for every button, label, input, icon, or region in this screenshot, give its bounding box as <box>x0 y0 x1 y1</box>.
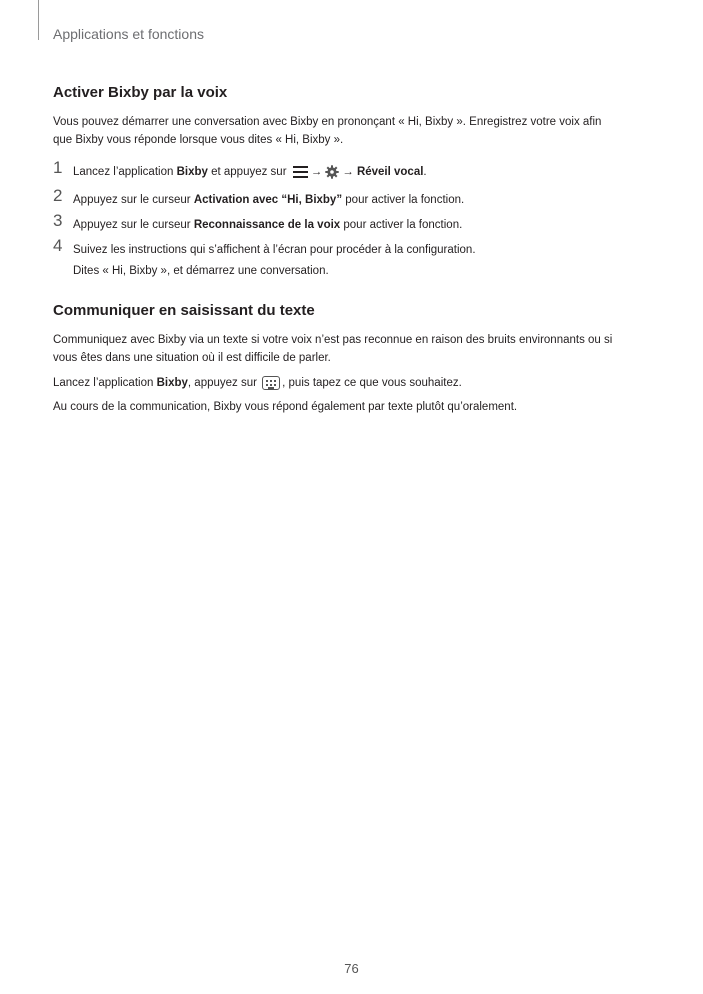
text-section-title: Communiquer en saisissant du texte <box>53 302 315 319</box>
step-1-number: 1 <box>53 158 63 177</box>
step-2-pre: Appuyez sur le curseur <box>73 194 194 206</box>
voice-intro-line2: que Bixby vous réponde lorsque vous dites « Hi, Bixby ». <box>53 134 344 146</box>
text-instruction-pre: Lancez l’application <box>53 377 157 389</box>
step-4-line2: Dites « Hi, Bixby », et démarrez une conversation. <box>73 265 329 277</box>
page-edge-line <box>38 0 39 40</box>
keyboard-icon <box>262 376 280 390</box>
text-note: Au cours de la communication, Bixby vous répond également par texte plutôt qu’oralement. <box>53 401 518 413</box>
text-intro <box>53 331 651 367</box>
step-1-end: . <box>423 166 427 178</box>
step-1-option: Réveil vocal <box>356 166 424 178</box>
voice-section-title: Activer Bixby par la voix <box>53 84 228 101</box>
text-intro-line1: Communiquez avec Bixby via un texte si votre voix n’est pas reconnue en raison des bruits environnants ou si <box>53 334 613 346</box>
step-1-arrow2: → <box>342 166 357 178</box>
page-number: 76 <box>344 961 359 976</box>
voice-intro <box>53 113 651 149</box>
step-2-text <box>73 191 651 209</box>
step-1-app-name: Bixby <box>176 166 208 178</box>
step-4-number: 4 <box>53 236 63 255</box>
step-2-slider-name: Activation avec “Hi, Bixby” <box>193 194 343 206</box>
step-2-post: pour activer la fonction. <box>342 194 465 206</box>
section-header: Applications et fonctions <box>53 26 204 42</box>
step-4-line1: Suivez les instructions qui s’affichent à l’écran pour procéder à la configuration. <box>73 244 476 256</box>
step-3-pre: Appuyez sur le curseur <box>73 219 194 231</box>
step-2-number: 2 <box>53 186 63 205</box>
gear-icon <box>325 165 339 179</box>
step-1-pre: Lancez l’application <box>73 166 177 178</box>
menu-icon <box>293 166 308 178</box>
text-intro-line2: vous êtes dans une situation où il est difficile de parler. <box>53 352 331 364</box>
text-instruction-mid: , appuyez sur <box>187 377 261 389</box>
step-1-arrow1: → <box>310 166 323 178</box>
voice-intro-line1: Vous pouvez démarrer une conversation avec Bixby en prononçant « Hi, Bixby ». Enregistrez votre voix afin <box>53 116 602 128</box>
text-instruction-app-name: Bixby <box>156 377 188 389</box>
step-3-number: 3 <box>53 211 63 230</box>
step-3-text <box>73 216 651 234</box>
step-1-mid: et appuyez sur <box>207 166 290 178</box>
text-instruction <box>53 374 651 392</box>
text-instruction-post: , puis tapez ce que vous souhaitez. <box>282 377 462 389</box>
step-1-text <box>73 163 651 181</box>
step-3-post: pour activer la fonction. <box>340 219 463 231</box>
step-3-slider-name: Reconnaissance de la voix <box>193 219 341 231</box>
